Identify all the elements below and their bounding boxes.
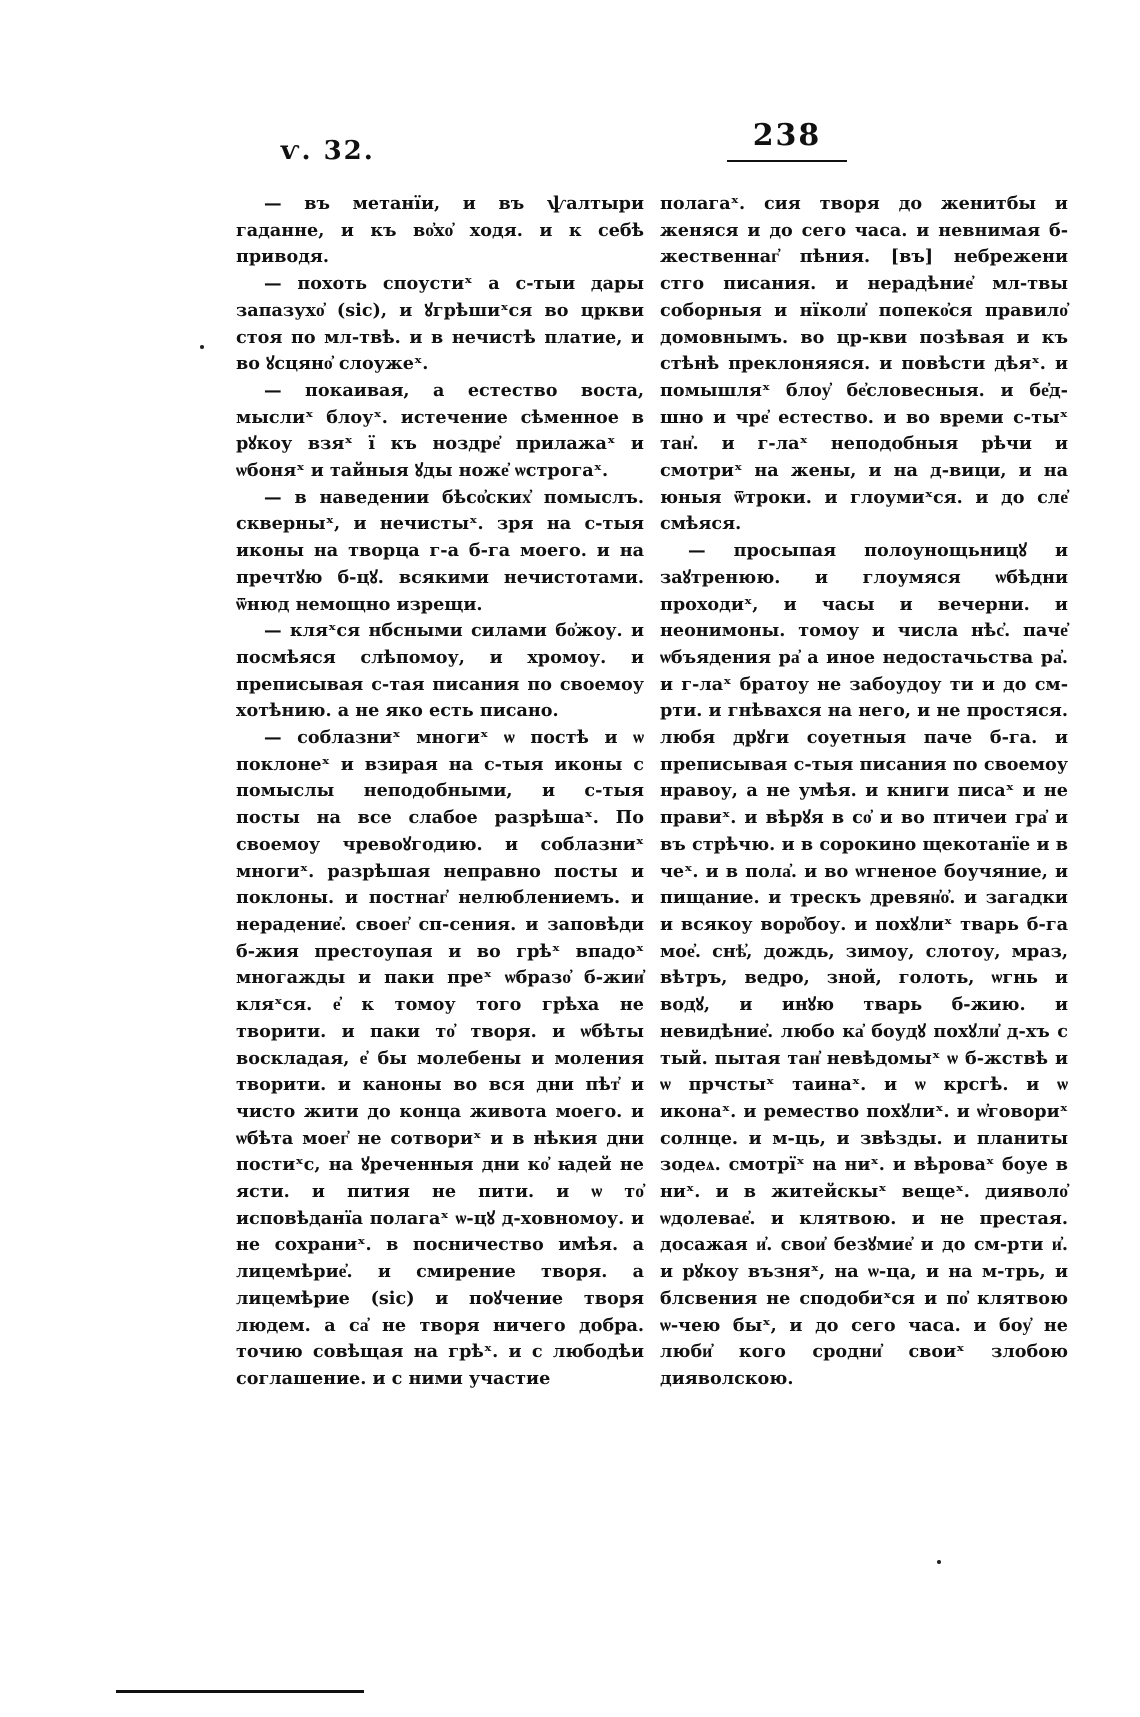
paragraph: — въ метанїи, и въ ѱалтыри гаданне, и къ во҆хо҆ ходя. и к себѣ приводя. <box>236 193 644 268</box>
page-number: 238 <box>752 118 822 153</box>
paragraph: — кляˣся нбсными силами бо҆жоу. и посмѣяся слѣпомоу, и хромоу. и преписывая с-тая писания по своемоу хотѣнию. а не яко есть писано. <box>236 620 644 722</box>
print-speck <box>937 1560 941 1564</box>
print-speck <box>200 345 204 349</box>
right-column <box>660 191 1068 1393</box>
footnote-rule <box>116 1690 364 1693</box>
paragraph: — похоть споустиˣ а с-тыи дары запазухо҆ (sic), и ꙋгрѣшиˣся во цркви стоя по мл-твѣ. и в нечистѣ платие, и во ꙋсцяно҆ слоужеˣ. <box>236 273 644 375</box>
paragraph: — соблазниˣ многиˣ ѡ постѣ и ѡ поклонеˣ и взирая на с-тыя иконы с помыслы неподобными, и с-тыя посты на все слабое разрѣшаˣ. По своемоу чревоꙋгодию. и соблазниˣ многиˣ. разрѣшая неправно посты и поклоны. и постнаг҆ нелюблениемъ. и нерадение҆. своег҆ сп-сения. и заповѣди б-жия престоупая и во грѣˣ впадоˣ многажды и паки преˣ ѡбразо҆ б-жии҆ кляˣся. е҆ к томоу того грѣха не творити. и паки то҆ творя. и ѡбѣты воскладая, е҆ бы молебены и моления творити. и каноны во вся дни пѣт҆ и чисто жити до конца живота моего. и ѡбѣта моег҆ не сотвориˣ и в нѣкия дни постиˣс, на ꙋреченныя дни ко҆ ꙗдей не ясти. и пития не пити. и ѡ то҆ исповѣданїа полагаˣ ѡ-цꙋ д-ховномоу. и не сохраниˣ. в посничество имѣя. а лицемѣрие҆. и смирение творя. а лицемѣрие (sic) и поꙋчение творя людем. а са҆ не творя ничего добра. точию совѣщая на грѣˣ. и с любодѣи соглашение. и с ними участие <box>236 727 644 1389</box>
paragraph: — в наведении бѣсо҆ских҆ помыслъ. скверныˣ, и нечистыˣ. зря на с-тыя иконы на творца г-а б-га моего. и на пречтꙋю б-цꙋ. всякими нечистотами. ѿнюд немощно изрещи. <box>236 486 644 615</box>
page-number-underline <box>727 160 847 162</box>
paragraph: — покаивая, а естество воста, мыслиˣ блоуˣ. истечение сѣменное в рꙋкоу взяˣ ї къ ноздре҆ прилажаˣ и ѡбоняˣ и тайныя ꙋды ноже҆ ѡстрогаˣ. <box>236 379 644 482</box>
paragraph: полагаˣ. сия творя до женитбы и женяся и до сего часа. и невнимая б-жественнаг҆ пѣния. [въ] небрежени стго писания. и нерадѣние҆ мл-твы соборныя и нїколи҆ попеко҆ся правило҆ домовнымъ. во цр-кви позѣвая и къ стѣнѣ преклоняяся. и повѣсти дѣяˣ. и помышляˣ блоу҆ бе҆словесныя. и бе҆д-шно и чре҆ естество. и во времи с-тыˣ тан҆. и г-лаˣ неподобныя рѣчи и смотриˣ на жены, и на д-вици, и на юныя ѿтроки. и глоумиˣся. и до сле҆ смѣяся. <box>660 193 1068 535</box>
verse-marker: ѵ. 32. <box>280 136 375 166</box>
left-column <box>236 191 644 1393</box>
paragraph: — просыпая полоунощьницꙋ и заꙋтренюю. и глоумяся ѡбѣдни проходиˣ, и часы и вечерни. и неонимоны. томоу и числа нѣс҆. паче҆ ѡбъядения ра҆ а иное недостачьства ра҆. и г-лаˣ братоу не забоудоу ти и до см-рти. и гнѣвахся на него, и не простяся. любя дрꙋги соуетныя паче б-га. и преписывая с-тыя писания по своемоу нравоу, а не умѣя. и книги писаˣ и не правиˣ. и вѣрꙋя в со҆ и во птичеи гра҆ и въ стрѣчю. и в сорокино щекотанїе и в чеˣ. и в пола҆. и во ѡгненое боучяние, и пищание. и трескъ древян҆о҆. и загадки и всякоу воро҆боу. и похꙋлиˣ тварь б-га мое҆. снѣ҆, дождь, зимоу, слотоу, мраз, вѣтръ, ведро, зной, голоть, ѡгнь и водꙋ, и инꙋю тварь б-жию. и невидѣние҆. любо ка҆ боудꙋ похꙋли҆ д-хъ с тый. пытая тан҆ невѣдомыˣ ѡ б-жствѣ и ѡ прчстыˣ таинаˣ. и ѡ крсгѣ. и ѡ иконаˣ. и ремество похꙋлиˣ. и ѡ҆говориˣ солнце. и м-ць, и звѣзды. и планиты зодеѧ. смотрїˣ на ниˣ. и вѣроваˣ боуе в ниˣ. и в житейскыˣ вещеˣ. дияволо҆ ѡдолевае҆. и клятвою. и не престая. досажая и҆. свои҆ безꙋмие҆ и до см-рти и҆. и рꙋкоу възняˣ, на ѡ-ца, и на м-трь, и блсвения не сподобиˣся и по҆ клятвою ѡ-чею быˣ, и до сего часа. и боу҆ не люби҆ кого сродни҆ своиˣ злобою дияволскою. <box>660 540 1068 1389</box>
